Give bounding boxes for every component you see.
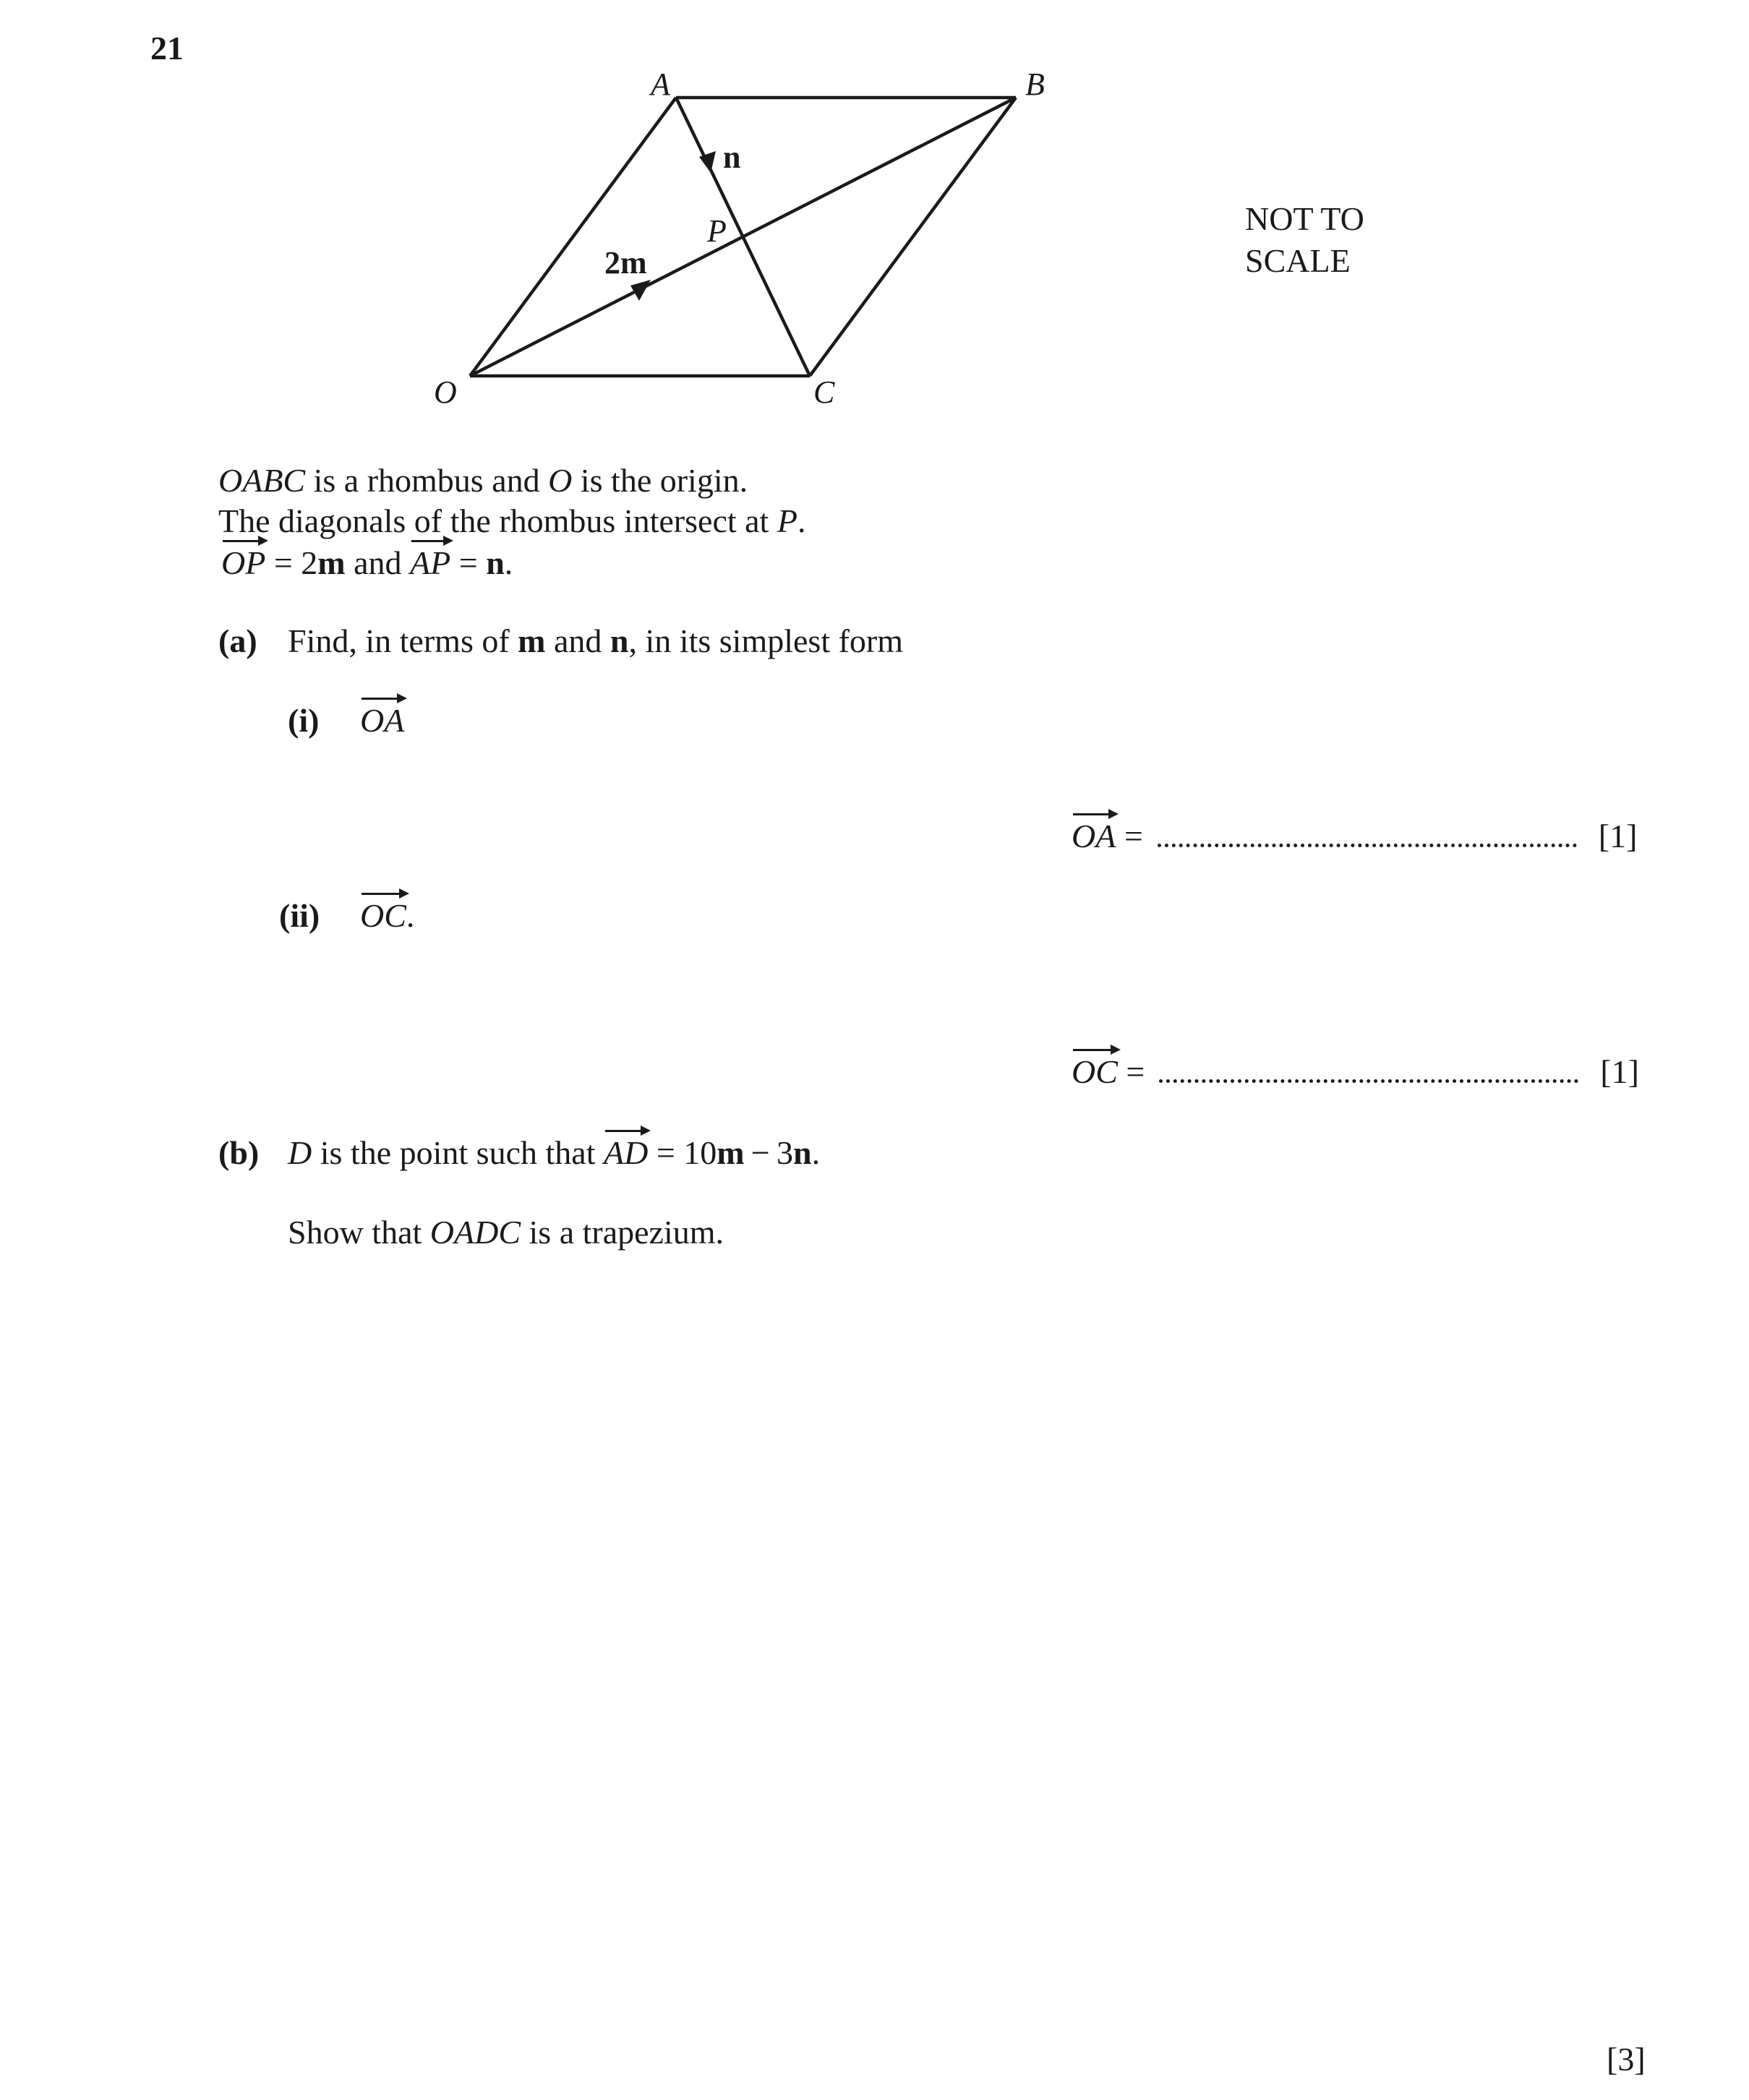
marks-a-i: [1] xyxy=(1598,818,1638,854)
origin-letter: O xyxy=(548,462,573,499)
marks-b: [3] xyxy=(1607,2041,1646,2078)
vertex-a-label: A xyxy=(651,67,670,102)
diagonal-ac xyxy=(676,98,810,376)
vertex-c-label: C xyxy=(813,374,835,410)
vector-n: n xyxy=(792,1134,812,1171)
intro-text: The diagonals of the rhombus intersect at xyxy=(218,502,777,539)
vector-n: n xyxy=(486,544,505,581)
intro-text: is the origin. xyxy=(572,462,748,499)
prompt-text: and xyxy=(545,622,610,659)
part-a-label: (a) xyxy=(218,622,257,659)
statement-text: . xyxy=(811,1134,821,1171)
vector-m: m xyxy=(317,544,346,581)
not-to-scale-line1: NOT TO xyxy=(1245,200,1364,237)
marks-a-ii: [1] xyxy=(1600,1053,1639,1090)
vector-ad: AD xyxy=(603,1134,649,1171)
working-area[interactable] xyxy=(217,1272,1656,2024)
statement-text: = 10 xyxy=(648,1134,717,1171)
rhombus-name: OABC xyxy=(218,462,306,499)
statement-text: is the point such that xyxy=(312,1134,604,1171)
vector-m: m xyxy=(518,622,546,659)
vector-oa: OA xyxy=(360,702,405,739)
part-a-i-question xyxy=(360,704,404,737)
prompt-text: , in its simplest form xyxy=(628,622,904,659)
point-p: P xyxy=(777,502,797,539)
instruction-text: Show that xyxy=(288,1214,430,1251)
equals-sign: = xyxy=(1124,818,1143,854)
vector-oc: OC xyxy=(360,897,406,934)
intro-line-3 xyxy=(221,544,513,581)
trapezium-name: OADC xyxy=(429,1214,521,1251)
intro-text: and xyxy=(345,544,411,581)
answer-field-oa[interactable] xyxy=(1158,844,1577,847)
rhombus-diagram xyxy=(0,0,1749,463)
arrow-op xyxy=(630,280,651,301)
vector-n: n xyxy=(610,622,629,659)
answer-line-oa xyxy=(1072,820,1637,853)
label-n: n xyxy=(723,140,741,175)
answer-field-oc[interactable] xyxy=(1159,1079,1578,1083)
part-a-ii-question xyxy=(360,899,414,933)
intro-text: = xyxy=(450,544,487,581)
intro-line-2 xyxy=(218,502,806,539)
vertex-o-label: O xyxy=(434,374,457,410)
intro-text: . xyxy=(797,502,806,539)
part-a-ii-label: (ii) xyxy=(279,897,320,934)
side-oa xyxy=(470,98,676,376)
vertex-b-label: B xyxy=(1025,67,1045,102)
vector-op: OP xyxy=(221,544,266,581)
period: . xyxy=(406,897,415,934)
equals-sign: = xyxy=(1126,1053,1145,1090)
instruction-text: is a trapezium. xyxy=(521,1214,724,1251)
part-b-statement xyxy=(288,1136,820,1170)
not-to-scale-line2: SCALE xyxy=(1245,242,1351,279)
point-p-label: P xyxy=(707,213,727,249)
part-b-label: (b) xyxy=(218,1134,260,1171)
part-b-instruction xyxy=(288,1216,724,1249)
answer-vector-oa: OA xyxy=(1072,818,1116,854)
part-a-prompt xyxy=(288,622,904,659)
point-d: D xyxy=(288,1134,312,1171)
vector-ap: AP xyxy=(410,544,451,581)
vector-m: m xyxy=(717,1134,745,1171)
question-number: 21 xyxy=(150,30,184,67)
prompt-text: Find, in terms of xyxy=(288,622,518,659)
side-bc xyxy=(810,98,1016,376)
label-2m: 2m xyxy=(604,245,647,280)
answer-line-oc xyxy=(1072,1055,1639,1089)
answer-vector-oc: OC xyxy=(1072,1053,1118,1090)
intro-line-1 xyxy=(218,464,748,497)
part-a-i-label: (i) xyxy=(288,702,320,739)
intro-text: is a rhombus and xyxy=(305,462,549,499)
minus-three: − 3 xyxy=(744,1134,793,1171)
intro-text: . xyxy=(504,544,513,581)
intro-text: = 2 xyxy=(265,544,318,581)
